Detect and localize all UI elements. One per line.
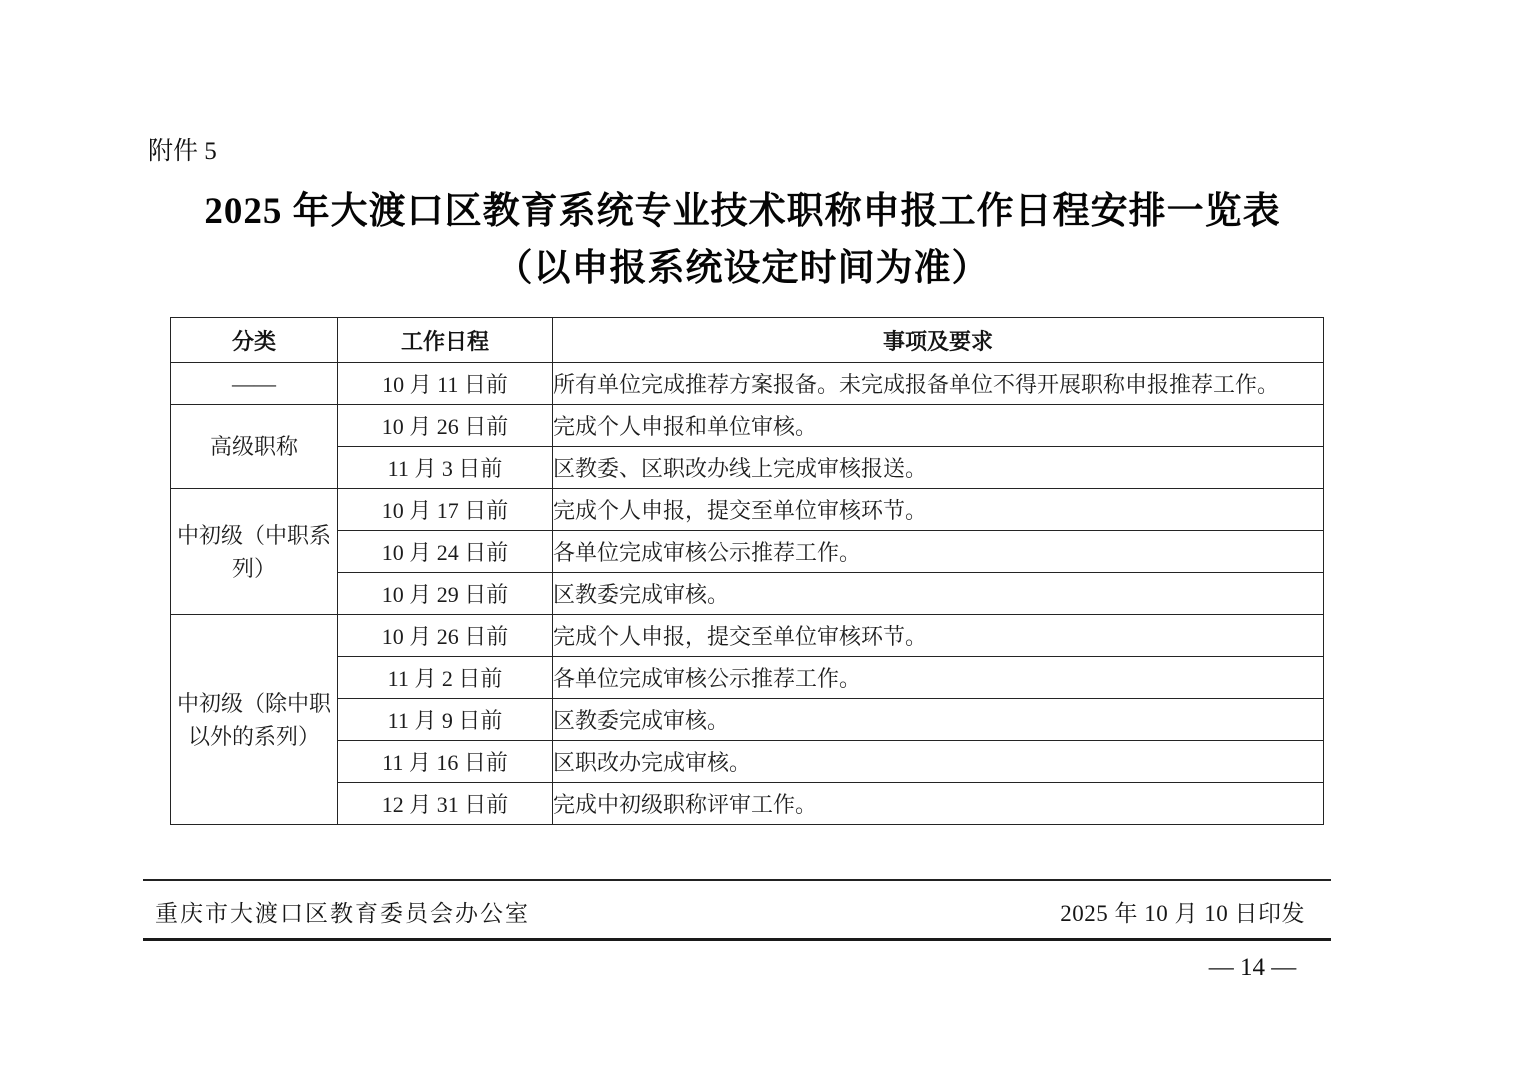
category-cell: —— <box>171 363 338 405</box>
date-cell: 11 月 9 日前 <box>338 699 553 741</box>
header-category: 分类 <box>171 318 338 363</box>
header-requirements: 事项及要求 <box>553 318 1324 363</box>
attachment-label: 附件 5 <box>148 138 217 165</box>
document-title-line2: （以申报系统设定时间为准） <box>495 248 990 289</box>
date-cell: 10 月 29 日前 <box>338 573 553 615</box>
task-cell: 完成个人申报，提交至单位审核环节。 <box>553 489 1324 531</box>
table-row <box>171 699 1324 741</box>
colophon-bottom-rule <box>143 938 1331 941</box>
date-cell: 10 月 26 日前 <box>338 615 553 657</box>
colophon <box>155 896 1305 932</box>
header-schedule: 工作日程 <box>338 318 553 363</box>
task-cell: 各单位完成审核公示推荐工作。 <box>553 657 1324 699</box>
date-cell: 12 月 31 日前 <box>338 783 553 825</box>
date-cell: 10 月 24 日前 <box>338 531 553 573</box>
table-row <box>171 363 1324 405</box>
date-cell: 10 月 26 日前 <box>338 405 553 447</box>
table-row <box>171 489 1324 531</box>
task-cell: 区职改办完成审核。 <box>553 741 1324 783</box>
date-cell: 10 月 17 日前 <box>338 489 553 531</box>
task-cell: 区教委、区职改办线上完成审核报送。 <box>553 447 1324 489</box>
task-cell: 区教委完成审核。 <box>553 699 1324 741</box>
date-cell: 11 月 2 日前 <box>338 657 553 699</box>
table-row <box>171 741 1324 783</box>
page-number: — 14 — <box>1208 954 1297 981</box>
task-cell: 完成个人申报和单位审核。 <box>553 405 1324 447</box>
table-row <box>171 447 1324 489</box>
document-title-line1: 2025 年大渡口区教育系统专业技术职称申报工作日程安排一览表 <box>204 191 1281 232</box>
schedule-table <box>170 317 1324 825</box>
table-row <box>171 405 1324 447</box>
issue-date: 2025 年 10 月 10 日印发 <box>1060 901 1305 926</box>
task-cell: 所有单位完成推荐方案报备。未完成报备单位不得开展职称申报推荐工作。 <box>553 363 1324 405</box>
task-cell: 完成个人申报，提交至单位审核环节。 <box>553 615 1324 657</box>
category-cell: 中初级（除中职以外的系列） <box>171 615 338 825</box>
task-cell: 完成中初级职称评审工作。 <box>553 783 1324 825</box>
table-row <box>171 573 1324 615</box>
table-header <box>171 318 1324 363</box>
category-cell: 中初级（中职系列） <box>171 489 338 615</box>
document-title <box>150 183 1335 297</box>
table-header-row <box>171 318 1324 363</box>
table-row <box>171 615 1324 657</box>
date-cell: 10 月 11 日前 <box>338 363 553 405</box>
table-row <box>171 657 1324 699</box>
colophon-top-rule <box>143 879 1331 881</box>
category-cell: 高级职称 <box>171 405 338 489</box>
issuer-name: 重庆市大渡口区教育委员会办公室 <box>155 901 530 926</box>
date-cell: 11 月 16 日前 <box>338 741 553 783</box>
date-cell: 11 月 3 日前 <box>338 447 553 489</box>
table-row <box>171 783 1324 825</box>
table-row <box>171 531 1324 573</box>
task-cell: 区教委完成审核。 <box>553 573 1324 615</box>
task-cell: 各单位完成审核公示推荐工作。 <box>553 531 1324 573</box>
